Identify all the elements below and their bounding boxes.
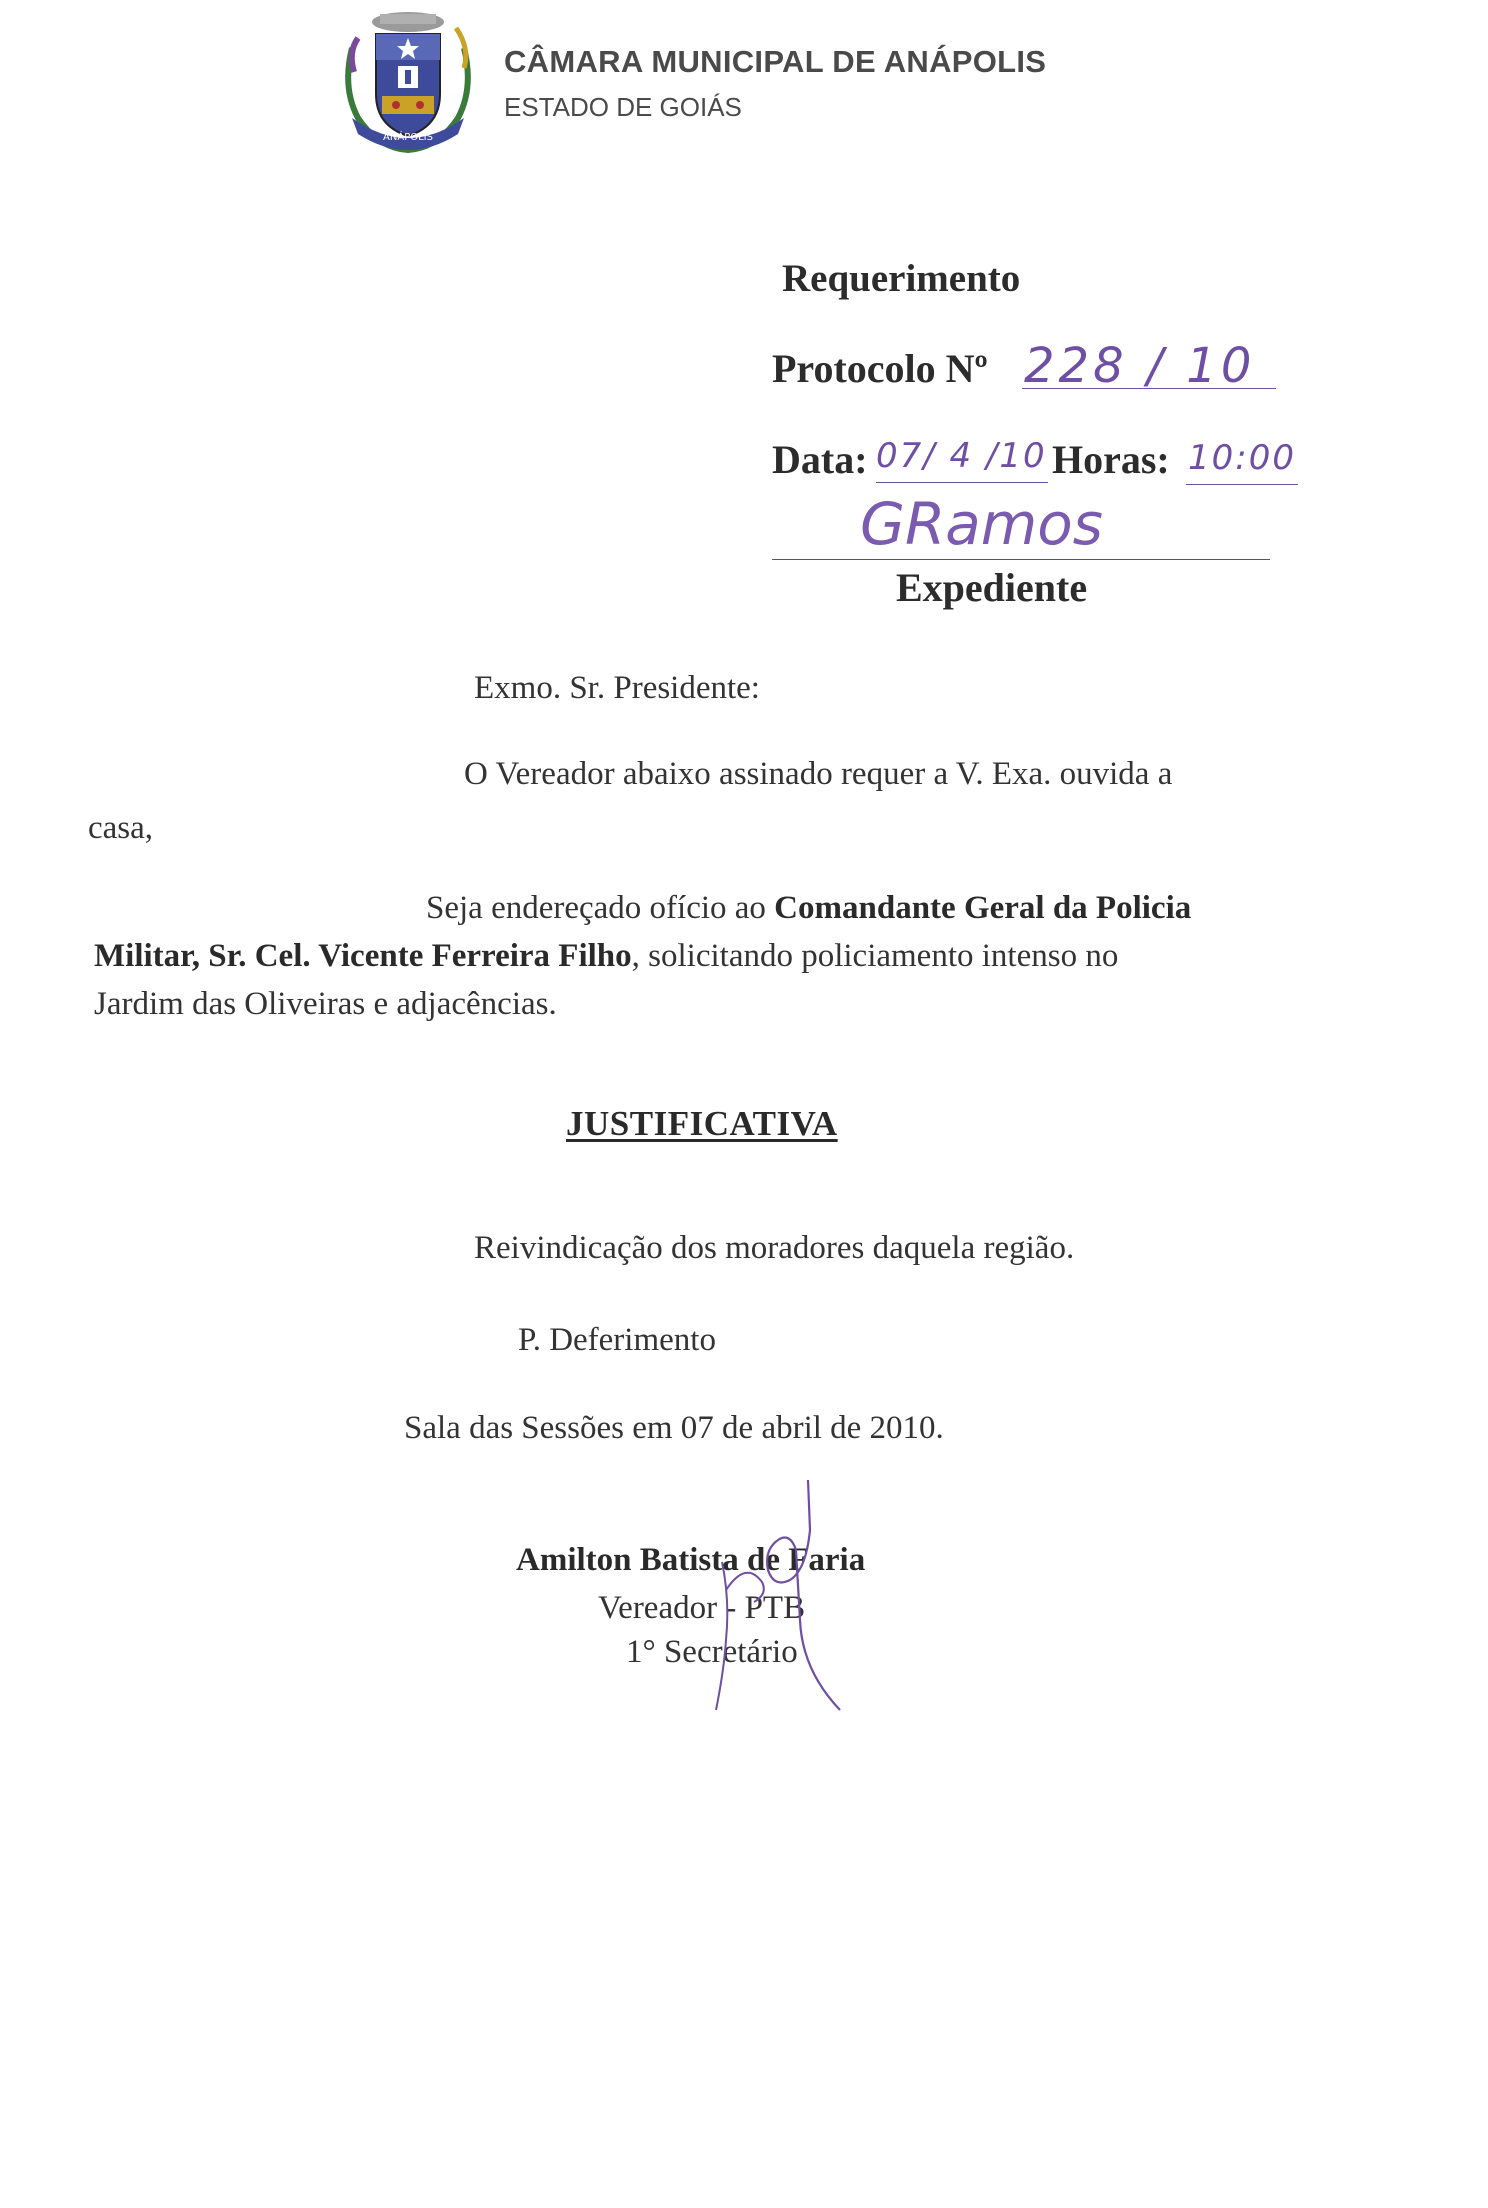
- signatory-name: Amilton Batista de Faria: [516, 1542, 866, 1578]
- signatory-role: Vereador - PTB: [598, 1590, 806, 1626]
- hours-underline: [1186, 484, 1298, 485]
- organization-state: ESTADO DE GOIÁS: [504, 92, 742, 122]
- document-title: Requerimento: [782, 257, 1021, 300]
- closing: P. Deferimento: [518, 1322, 716, 1358]
- date-underline: [876, 482, 1048, 483]
- request-prefix: Seja endereçado ofício ao: [426, 890, 775, 926]
- request-line-1: [426, 890, 1191, 927]
- hours-value: 10:00: [1188, 438, 1296, 478]
- date-value: 07/ 4 /10: [876, 436, 1047, 476]
- protocol-label: Protocolo Nº: [772, 346, 988, 391]
- request-recipient-part1: Comandante Geral da Policia: [774, 890, 1192, 926]
- protocol-underline: [1022, 388, 1276, 389]
- request-line-2: [94, 938, 1118, 975]
- intro-line-1: O Vereador abaixo assinado requer a V. Exa. ouvida a: [464, 756, 1173, 792]
- expediente-line: [772, 559, 1270, 560]
- salutation: Exmo. Sr. Presidente:: [474, 670, 760, 706]
- request-text: , solicitando policiamento intenso no: [631, 938, 1119, 974]
- signatory-position: 1° Secretário: [626, 1634, 798, 1670]
- justification-text: Reivindicação dos moradores daquela região.: [474, 1230, 1075, 1266]
- handwritten-signature-icon: [650, 1470, 870, 1730]
- protocol-number: 228 / 10: [1024, 338, 1256, 394]
- request-line-3: Jardim das Oliveiras e adjacências.: [94, 986, 557, 1022]
- hours-label: Horas:: [1052, 437, 1170, 482]
- organization-name: CÂMARA MUNICIPAL DE ANÁPOLIS: [504, 44, 1047, 79]
- date-label: Data:: [772, 437, 868, 482]
- place-date: Sala das Sessões em 07 de abril de 2010.: [404, 1410, 944, 1446]
- request-recipient-part2: Militar, Sr. Cel. Vicente Ferreira Filho: [94, 938, 632, 974]
- svg-text:ANÁPOLIS: ANÁPOLIS: [383, 132, 433, 143]
- justification-title: JUSTIFICATIVA: [566, 1104, 838, 1143]
- stamp-signature: GRamos: [860, 490, 1103, 558]
- intro-line-2: casa,: [88, 810, 154, 846]
- expediente-label: Expediente: [896, 565, 1088, 610]
- municipal-coat-of-arms-icon: [338, 8, 478, 156]
